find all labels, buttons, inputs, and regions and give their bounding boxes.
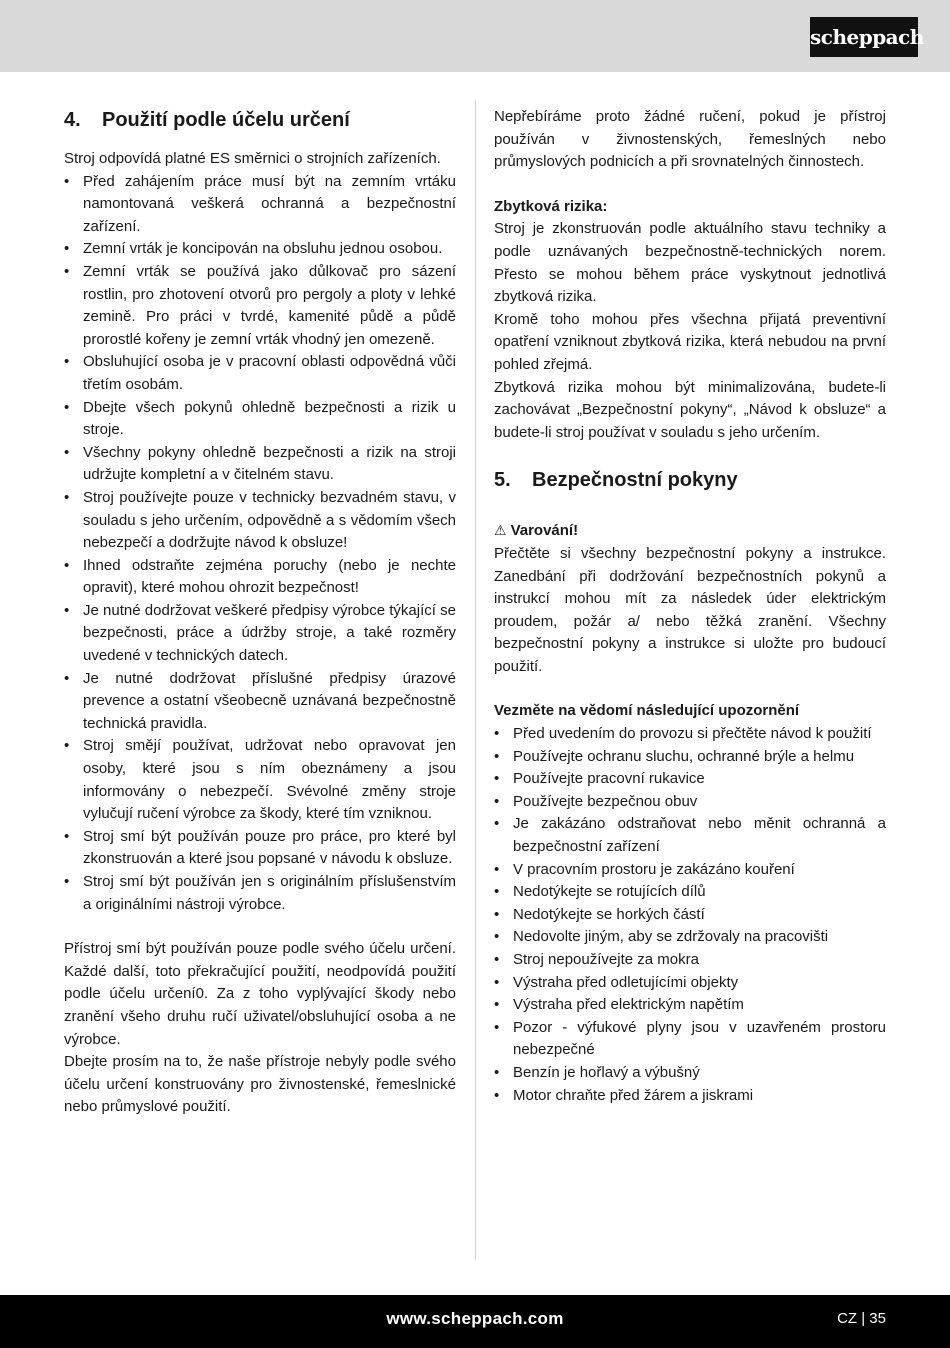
list-item: • Používejte bezpečnou obuv	[494, 791, 886, 814]
list-item: • Nedotýkejte se rotujících dílů	[494, 881, 886, 904]
notes-heading: Vezměte na vědomí následující upozornění	[494, 702, 800, 720]
list-item: • Stroj nepoužívejte za mokra	[494, 949, 886, 972]
section-5-title: Bezpečnostní pokyny	[532, 469, 738, 492]
list-item: • Před uvedením do provozu si přečtěte návod k použití	[494, 723, 886, 746]
list-item: • Dbejte všech pokynů ohledně bezpečnosti a rizik u stroje.	[64, 397, 456, 442]
list-item: • Výstraha před elektrickým napětím	[494, 994, 886, 1017]
list-item: • Nedotýkejte se horkých částí	[494, 904, 886, 927]
header-bar	[0, 0, 950, 72]
list-item: • V pracovním prostoru je zakázáno kouření	[494, 859, 886, 882]
liability-paragraph: Přístroj smí být používán pouze podle svého účelu určení. Každé další, toto překračující použití, neodpovídá použití podle účelu určení0. Za z toho vyplývající škody nebo zranění všeho druhu ručí uživatel/obsluhující osoba a ne výrobce.	[64, 940, 456, 1048]
residual-risks-text-3: Zbytková rizika mohou být minimalizována, budete-li zachovávat „Bezpečnostní pokyny“, „Návod k obsluze“ a budete-li stroj používat v souladu s jeho určením.	[494, 378, 886, 441]
usage-bullet-list	[64, 171, 456, 917]
warning-label: Varování!	[510, 522, 579, 540]
warning-text: Přečtěte si všechny bezpečnostní pokyny a instrukce. Zanedbání při dodržování bezpečnostních pokynů a instrukcí mohou mít za následek úder elektrickým proudem, požár a/ nebo těžká zranění. Všechny bezpečnostní pokyny a instrukce si uložte pro budoucí použití.	[494, 544, 886, 675]
section-4-heading	[64, 106, 456, 134]
list-item: • Motor chraňte před žárem a jiskrami	[494, 1085, 886, 1108]
intro-paragraph: Stroj odpovídá platné ES směrnici o strojních zařízeních.	[64, 150, 441, 167]
residual-risks-heading: Zbytková rizika:	[494, 197, 608, 215]
left-column	[64, 106, 456, 1119]
list-item: • Používejte pracovní rukavice	[494, 768, 886, 791]
residual-risks-text-2: Kromě toho mohou přes všechna přijatá preventivní opatření vzniknout zbytková rizika, která nebudou na první pohled zřejmá.	[494, 310, 886, 373]
list-item: • Zemní vrták se používá jako důlkovač pro sázení rostlin, pro zhotovení otvorů pro pergoly a ploty v lehké zemině. Pro práci v tvrdé, kamenité půdě a půdě prorostlé kořeny je zemní vrták vhodný jen omezeně.	[64, 261, 456, 351]
scheppach-logo: scheppach	[810, 17, 918, 57]
safety-notes-list	[494, 723, 886, 1107]
list-item: • Výstraha před odletujícími objekty	[494, 972, 886, 995]
list-item: • Používejte ochranu sluchu, ochranné brýle a helmu	[494, 746, 886, 769]
warning-label-line	[494, 520, 886, 543]
list-item: • Ihned odstraňte zejména poruchy (nebo je nechte opravit), které mohou ohrozit bezpečnost!	[64, 555, 456, 600]
warning-triangle-icon: ⚠	[494, 523, 507, 540]
list-item: • Benzín je hořlavý a výbušný	[494, 1062, 886, 1085]
page-number: CZ | 35	[837, 1310, 886, 1327]
section-5-heading	[494, 466, 886, 494]
section-4-title: Použití podle účelu určení	[102, 109, 350, 131]
website-link[interactable]: www.scheppach.com	[386, 1309, 564, 1328]
commercial-use-paragraph: Dbejte prosím na to, že naše přístroje nebyly podle svého účelu určení konstruovány pro živnostenské, řemeslnické nebo průmyslové použití.	[64, 1053, 456, 1116]
section-4-number: 4.	[64, 109, 81, 131]
list-item: • Je nutné dodržovat veškeré předpisy výrobce týkající se bezpečnosti, práce a údržby stroje, a také rozměry uvedené v technických datech.	[64, 600, 456, 668]
list-item: • Pozor - výfukové plyny jsou v uzavřeném prostoru nebezpečné	[494, 1017, 886, 1062]
list-item: • Nedovolte jiným, aby se zdržovaly na pracovišti	[494, 926, 886, 949]
list-item: • Stroj smí být používán jen s originálním příslušenstvím a originálními nástroji výrobce.	[64, 871, 456, 916]
section-5-number: 5.	[494, 469, 511, 492]
list-item: • Stroj smí být používán pouze pro práce, pro které byl zkonstruován a které jsou popsané v návodu k obsluze.	[64, 826, 456, 871]
column-divider	[475, 100, 476, 1260]
residual-risks-text-1: Stroj je zkonstruován podle aktuálního stavu techniky a podle uznávaných bezpečnostně-technických norem. Přesto se mohou během práce vyskytnout jednotlivá zbytková rizika.	[494, 220, 886, 306]
list-item: • Všechny pokyny ohledně bezpečnosti a rizik na stroji udržujte kompletní a v čitelném stavu.	[64, 442, 456, 487]
list-item: • Je nutné dodržovat příslušné předpisy úrazové prevence a ostatní všeobecně uznávaná bezpečnostně technická pravidla.	[64, 668, 456, 736]
list-item: • Stroj používejte pouze v technicky bezvadném stavu, v souladu s jeho určením, odpovědně a s vědomím všech nebezpečí a dodržujte návod k obsluze!	[64, 487, 456, 555]
list-item: • Obsluhující osoba je v pracovní oblasti odpovědná vůči třetím osobám.	[64, 351, 456, 396]
list-item: • Je zakázáno odstraňovat nebo měnit ochranná a bezpečnostní zařízení	[494, 813, 886, 858]
no-liability-paragraph: Nepřebíráme proto žádné ručení, pokud je přístroj používán v živnostenských, řemeslných nebo průmyslových podnicích a při srovnatelných činnostech.	[494, 108, 886, 171]
list-item: • Zemní vrták je koncipován na obsluhu jednou osobou.	[64, 238, 456, 261]
footer-bar	[0, 1295, 950, 1348]
list-item: • Před zahájením práce musí být na zemním vrtáku namontovaná veškerá ochranná a bezpečnostní zařízení.	[64, 171, 456, 239]
list-item: • Stroj smějí používat, udržovat nebo opravovat jen osoby, které jsou s ním obeznámeny a jsou informovány o nebezpečí. Svévolné změny stroje vylučují ručení výrobce za škody, které tím vzniknou.	[64, 735, 456, 825]
right-column	[494, 106, 886, 1107]
